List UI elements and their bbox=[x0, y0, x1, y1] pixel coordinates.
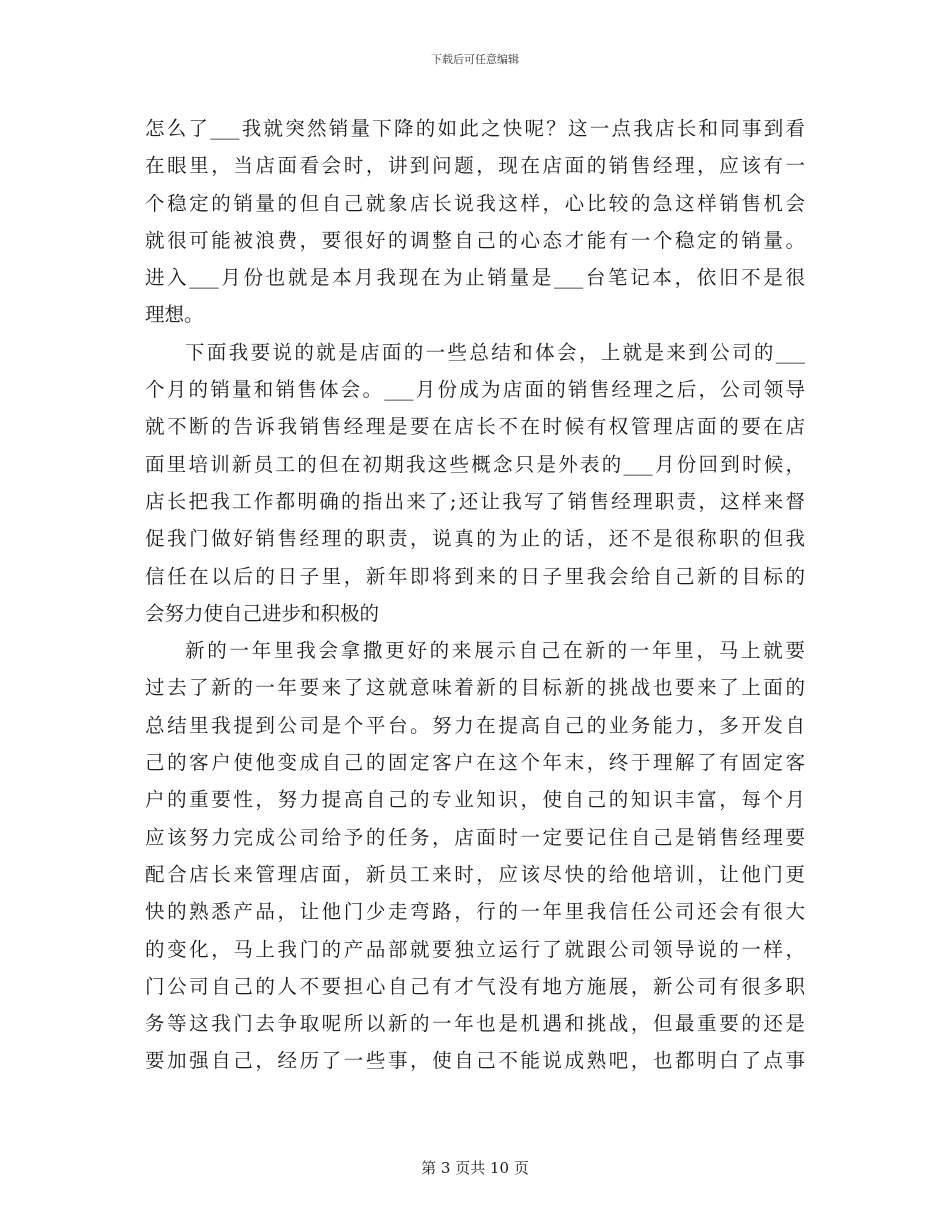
text-line: 的变化，马上我门的产品部就要独立运行了就跟公司领导说的一样， bbox=[145, 937, 805, 961]
page-header: 下载后可任意编辑 bbox=[431, 53, 519, 66]
text-line: 务等这我门去争取呢所以新的一年也是机遇和挑战，但最重要的还是 bbox=[145, 1012, 805, 1036]
text-line: 快的熟悉产品，让他门少走弯路，行的一年里我信任公司还会有很大 bbox=[145, 900, 805, 924]
text-line: 理想。 bbox=[145, 303, 204, 327]
text-line: 进入___月份也就是本月我现在为止销量是___台笔记本，依旧不是很 bbox=[145, 266, 805, 290]
text-line: 应该努力完成公司给予的任务，店面时一定要记住自己是销售经理要 bbox=[145, 825, 805, 849]
text-line: 个月的销量和销售体会。___月份成为店面的销售经理之后，公司领导 bbox=[145, 378, 805, 402]
text-line: 就很可能被浪费，要很好的调整自己的心态才能有一个稳定的销量。 bbox=[145, 228, 805, 252]
page-number: 第 3 页共 10 页 bbox=[421, 1159, 529, 1177]
text-line: 会努力使自己进步和积极的 bbox=[145, 601, 380, 625]
text-line: 个稳定的销量的但自己就象店长说我这样，心比较的急这样销售机会 bbox=[145, 191, 805, 215]
text-line: 促我门做好销售经理的职责，说真的为止的话，还不是很称职的但我 bbox=[145, 527, 805, 551]
text-line: 门公司自己的人不要担心自己有才气没有地方施展，新公司有很多职 bbox=[145, 974, 805, 998]
text-line: 怎么了___我就突然销量下降的如此之快呢？这一点我店长和同事到看 bbox=[145, 117, 805, 140]
text-line: 就不断的告诉我销售经理是要在店长不在时候有权管理店面的要在店 bbox=[145, 415, 805, 439]
text-line: 过去了新的一年要来了这就意味着新的目标新的挑战也要来了上面的 bbox=[145, 676, 805, 700]
text-line: 下面我要说的就是店面的一些总结和体会，上就是来到公司的___ bbox=[185, 340, 805, 364]
text-line: 要加强自己，经历了一些事，使自己不能说成熟吧，也都明白了点事 bbox=[145, 1049, 805, 1073]
text-line: 己的客户使他变成自己的固定客户在这个年末，终于理解了有固定客 bbox=[145, 751, 805, 775]
text-line: 面里培训新员工的但在初期我这些概念只是外表的___月份回到时候， bbox=[145, 452, 805, 476]
text-line: 配合店长来管理店面，新员工来时，应该尽快的给他培训，让他门更 bbox=[145, 862, 805, 886]
text-line: 总结里我提到公司是个平台。努力在提高自己的业务能力，多开发自 bbox=[145, 713, 805, 737]
text-line: 户的重要性，努力提高自己的专业知识，使自己的知识丰富，每个月 bbox=[145, 788, 805, 812]
text-line: 店长把我工作都明确的指出来了;还让我写了销售经理职责，这样来督 bbox=[145, 489, 805, 513]
document-body bbox=[145, 110, 805, 1080]
text-line: 信任在以后的日子里，新年即将到来的日子里我会给自己新的目标的 bbox=[145, 564, 805, 588]
text-line: 在眼里，当店面看会时，讲到问题，现在店面的销售经理，应该有一 bbox=[145, 154, 805, 178]
text-line: 新的一年里我会拿撒更好的来展示自己在新的一年里，马上就要 bbox=[185, 639, 805, 663]
